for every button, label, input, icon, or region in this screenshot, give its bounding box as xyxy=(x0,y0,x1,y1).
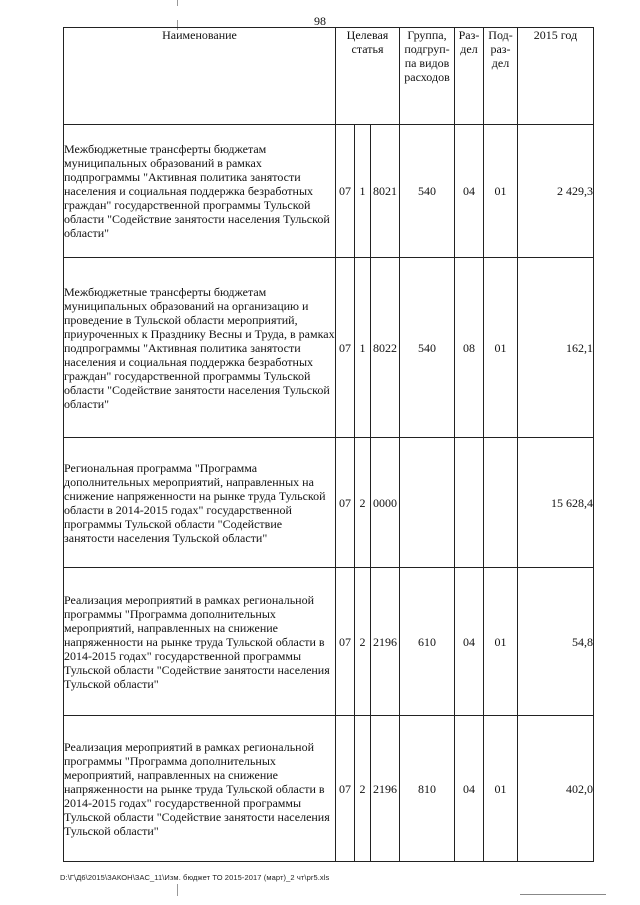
row-code1: 07 xyxy=(336,258,355,438)
row-group xyxy=(400,438,455,568)
row-code3: 8022 xyxy=(371,258,400,438)
table-row xyxy=(64,716,594,862)
header-year: 2015 год xyxy=(518,28,594,125)
row-code1: 07 xyxy=(336,716,355,862)
budget-table xyxy=(63,27,594,862)
row-code2: 1 xyxy=(355,125,371,258)
row-section: 04 xyxy=(455,568,484,716)
row-group: 810 xyxy=(400,716,455,862)
row-section: 04 xyxy=(455,125,484,258)
row-subsection: 01 xyxy=(484,716,518,862)
row-code1: 07 xyxy=(336,438,355,568)
row-code1: 07 xyxy=(336,125,355,258)
row-subsection: 01 xyxy=(484,568,518,716)
header-name: Наименование xyxy=(64,28,336,125)
file-path-footer: D:\Г\Д6\2015\ЗАКОН\ЗАС_11\Изм. бюджет ТО 2015-2017 (март)_2 чт\pr5.xls xyxy=(60,873,330,882)
row-code2: 1 xyxy=(355,258,371,438)
scan-mark xyxy=(177,884,178,896)
row-code1: 07 xyxy=(336,568,355,716)
row-amount: 162,1 xyxy=(518,258,594,438)
row-code2: 2 xyxy=(355,568,371,716)
row-group: 610 xyxy=(400,568,455,716)
page-number: 98 xyxy=(314,14,326,28)
header-subsection: Под-раз-дел xyxy=(484,28,518,125)
row-code2: 2 xyxy=(355,438,371,568)
row-code3: 0000 xyxy=(371,438,400,568)
row-name: Межбюджетные трансферты бюджетам муниципальных образований на организацию и проведение в Тульской области мероприятий, приуроченных к Празднику Весны и Труда, в рамках подпрограммы "Активная политика занятости населения и социальная поддержка безработных граждан" государственной программы Тульской области "Содействие занятости населения Тульской области" xyxy=(64,258,336,438)
row-section: 08 xyxy=(455,258,484,438)
table-row xyxy=(64,125,594,258)
header-section: Раз-дел xyxy=(455,28,484,125)
row-section xyxy=(455,438,484,568)
row-code3: 2196 xyxy=(371,568,400,716)
row-name: Реализация мероприятий в рамках региональной программы "Программа дополнительных мероприятий, направленных на снижение напряженности на рынке труда Тульской области в 2014-2015 годах" государственной программы Тульской области "Содействие занятости населения Тульской области" xyxy=(64,716,336,862)
row-amount: 402,0 xyxy=(518,716,594,862)
scan-mark xyxy=(177,0,178,6)
row-amount: 2 429,3 xyxy=(518,125,594,258)
row-amount: 54,8 xyxy=(518,568,594,716)
row-amount: 15 628,4 xyxy=(518,438,594,568)
footer-line xyxy=(520,894,606,895)
row-group: 540 xyxy=(400,258,455,438)
row-subsection xyxy=(484,438,518,568)
row-subsection: 01 xyxy=(484,125,518,258)
row-section: 04 xyxy=(455,716,484,862)
table-row xyxy=(64,438,594,568)
row-name: Реализация мероприятий в рамках региональной программы "Программа дополнительных мероприятий, направленных на снижение напряженности на рынке труда Тульской области в 2014-2015 годах" государственной программы Тульской области "Содействие занятости населения Тульской области" xyxy=(64,568,336,716)
row-name: Межбюджетные трансферты бюджетам муниципальных образований в рамках подпрограммы "Активная политика занятости населения и социальная поддержка безработных граждан" государственной программы Тульской области "Содействие занятости населения Тульской области" xyxy=(64,125,336,258)
table-row xyxy=(64,568,594,716)
table-row xyxy=(64,258,594,438)
row-group: 540 xyxy=(400,125,455,258)
header-target-article: Целевая статья xyxy=(336,28,400,125)
row-code3: 8021 xyxy=(371,125,400,258)
header-expense-group: Группа, подгруп-па видов расходов xyxy=(400,28,455,125)
row-name: Региональная программа "Программа дополнительных мероприятий, направленных на снижение напряженности на рынке труда Тульской области в 2014-2015 годах" государственной программы Тульской области "Содействие занятости населения Тульской области" xyxy=(64,438,336,568)
row-code3: 2196 xyxy=(371,716,400,862)
row-code2: 2 xyxy=(355,716,371,862)
row-subsection: 01 xyxy=(484,258,518,438)
